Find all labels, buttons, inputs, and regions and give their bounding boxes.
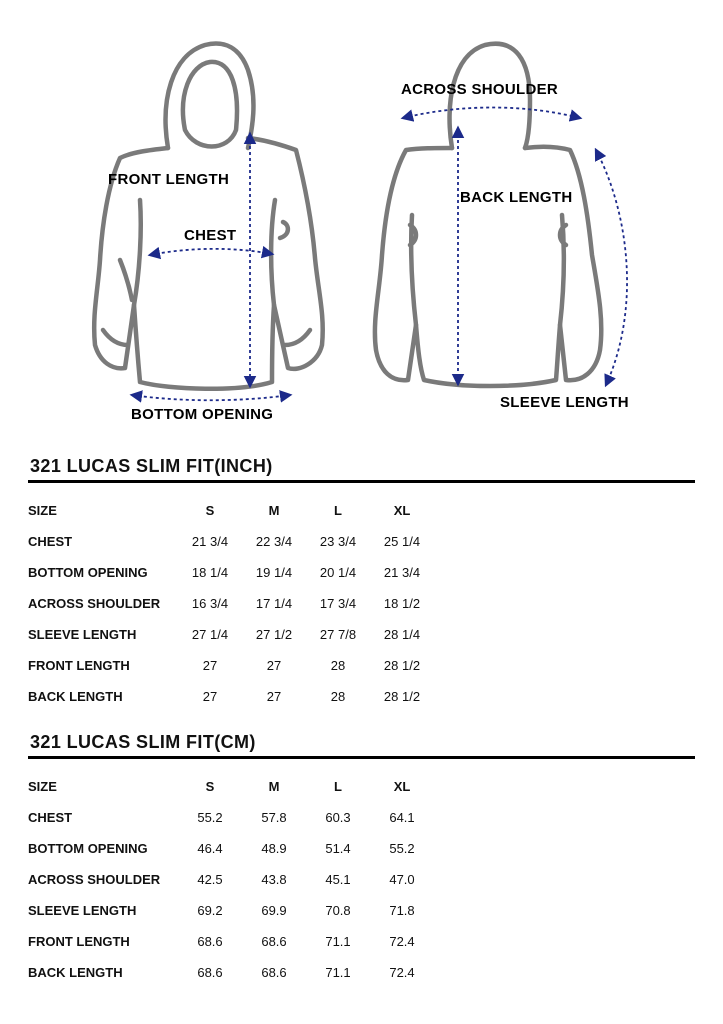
size-table-inch: [28, 495, 434, 712]
cell: 68.6: [197, 965, 223, 980]
row-label: BACK LENGTH: [28, 689, 123, 704]
cell: 17 1/4: [255, 596, 293, 611]
cell: 19 1/4: [255, 565, 293, 580]
cell: 69.9: [261, 903, 287, 918]
divider: [28, 756, 695, 759]
label-across-shoulder: ACROSS SHOULDER: [401, 81, 559, 98]
cell: 16 3/4: [191, 596, 229, 611]
header-cell: L: [334, 779, 342, 794]
header-cell: SIZE: [28, 779, 57, 794]
cell: 27: [202, 658, 218, 673]
table-row: [28, 681, 434, 712]
table-row: [28, 557, 434, 588]
label-chest: CHEST: [184, 227, 237, 244]
cell: 27 1/2: [255, 627, 293, 642]
label-bottom-opening: BOTTOM OPENING: [131, 406, 274, 423]
cell: 47.0: [389, 872, 415, 887]
cell: 20 1/4: [319, 565, 357, 580]
cell: 21 3/4: [191, 534, 229, 549]
table-title-inch: 321 LUCAS SLIM FIT(INCH): [30, 456, 273, 476]
cell: 18 1/4: [191, 565, 229, 580]
cell: 68.6: [261, 965, 287, 980]
cell: 28 1/2: [383, 658, 421, 673]
header-cell: XL: [393, 503, 411, 518]
header-cell: M: [268, 779, 280, 794]
cell: 17 3/4: [319, 596, 357, 611]
table-header-row: [28, 771, 434, 802]
cell: 28: [330, 658, 346, 673]
row-label: BOTTOM OPENING: [28, 565, 148, 580]
row-label: FRONT LENGTH: [28, 658, 130, 673]
cell: 68.6: [261, 934, 287, 949]
cell: 70.8: [325, 903, 351, 918]
cell: 71.8: [389, 903, 415, 918]
cell: 27: [266, 658, 282, 673]
cell: 28: [330, 689, 346, 704]
cell: 42.5: [197, 872, 223, 887]
row-label: BACK LENGTH: [28, 965, 123, 980]
table-title-cm: 321 LUCAS SLIM FIT(CM): [30, 732, 256, 752]
table-row: [28, 526, 434, 557]
cell: 71.1: [325, 934, 351, 949]
measurement-diagram: [0, 0, 723, 440]
size-table-cm: [28, 771, 434, 988]
label-front-length: FRONT LENGTH: [108, 171, 230, 188]
row-label: BOTTOM OPENING: [28, 841, 148, 856]
header-cell: SIZE: [28, 503, 57, 518]
cell: 25 1/4: [383, 534, 421, 549]
cell: 18 1/2: [383, 596, 421, 611]
cell: 27: [202, 689, 218, 704]
table-row: [28, 957, 434, 988]
cell: 72.4: [389, 934, 415, 949]
cell: 48.9: [261, 841, 287, 856]
cell: 45.1: [325, 872, 351, 887]
row-label: FRONT LENGTH: [28, 934, 130, 949]
row-label: SLEEVE LENGTH: [28, 627, 137, 642]
cell: 57.8: [261, 810, 287, 825]
cell: 72.4: [389, 965, 415, 980]
label-back-length: BACK LENGTH: [460, 189, 573, 206]
cell: 28 1/4: [383, 627, 421, 642]
row-label: SLEEVE LENGTH: [28, 903, 137, 918]
table-row: [28, 802, 434, 833]
cell: 69.2: [197, 903, 223, 918]
table-row: [28, 926, 434, 957]
label-sleeve-length: SLEEVE LENGTH: [500, 394, 629, 411]
row-label: ACROSS SHOULDER: [28, 596, 161, 611]
cell: 43.8: [261, 872, 287, 887]
header-cell: L: [334, 503, 342, 518]
table-row: [28, 588, 434, 619]
divider: [28, 480, 695, 483]
row-label: CHEST: [28, 810, 73, 825]
table-row: [28, 895, 434, 926]
cell: 46.4: [197, 841, 223, 856]
row-label: CHEST: [28, 534, 73, 549]
header-cell: XL: [393, 779, 411, 794]
hoodie-front-illustration: [94, 44, 323, 389]
cell: 68.6: [197, 934, 223, 949]
cell: 27: [266, 689, 282, 704]
cell: 28 1/2: [383, 689, 421, 704]
header-cell: S: [205, 779, 215, 794]
row-label: ACROSS SHOULDER: [28, 872, 161, 887]
table-row: [28, 833, 434, 864]
cell: 21 3/4: [383, 565, 421, 580]
header-cell: S: [205, 503, 215, 518]
cell: 64.1: [389, 810, 415, 825]
cell: 27 1/4: [191, 627, 229, 642]
cell: 55.2: [389, 841, 415, 856]
table-row: [28, 650, 434, 681]
table-row: [28, 619, 434, 650]
cell: 60.3: [325, 810, 351, 825]
cell: 22 3/4: [255, 534, 293, 549]
table-row: [28, 864, 434, 895]
header-cell: M: [268, 503, 280, 518]
cell: 71.1: [325, 965, 351, 980]
table-header-row: [28, 495, 434, 526]
cell: 23 3/4: [319, 534, 357, 549]
cell: 55.2: [197, 810, 223, 825]
cell: 27 7/8: [319, 627, 357, 642]
cell: 51.4: [325, 841, 351, 856]
